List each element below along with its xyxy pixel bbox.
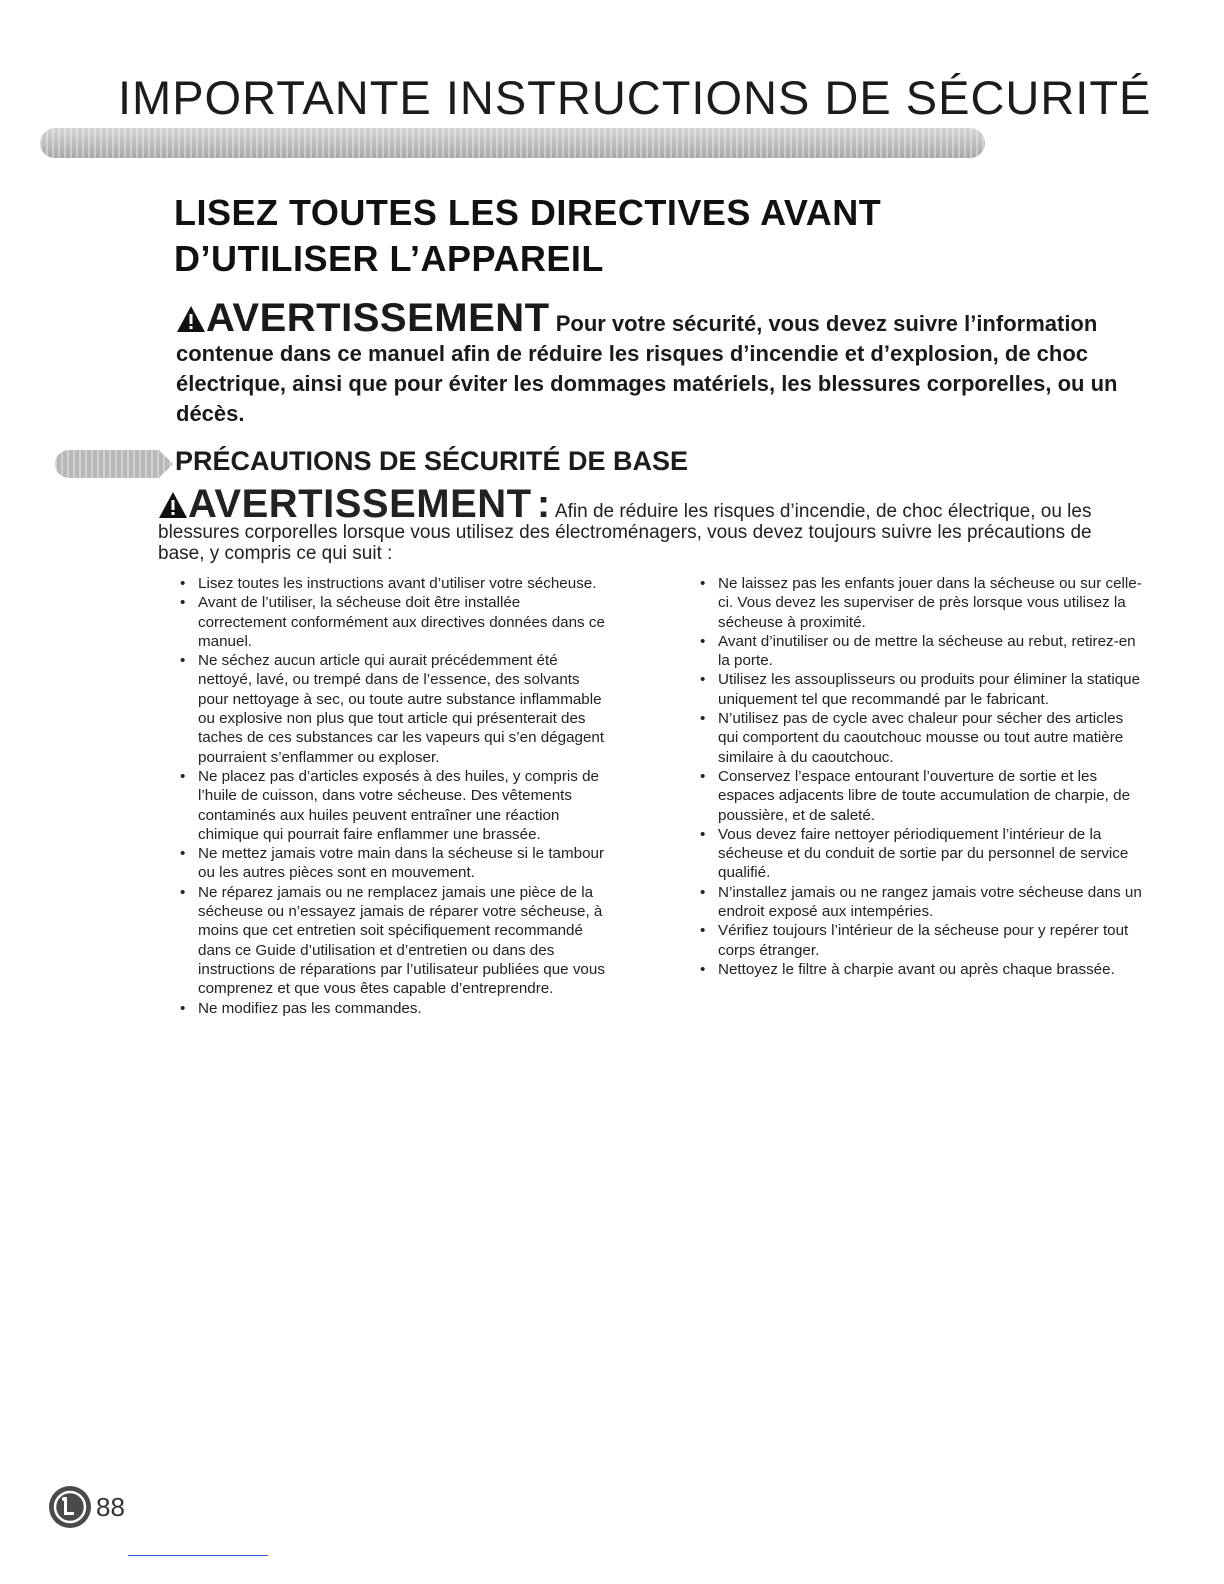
list-item-text: Avant d’inutiliser ou de mettre la sécheuse au rebut, retirez-en la porte. (718, 632, 1136, 670)
bullet-glyph: • (180, 652, 186, 670)
page-title: IMPORTANTE INSTRUCTIONS DE SÉCURITÉ (118, 71, 1152, 124)
list-item (698, 709, 1146, 767)
read-heading-line2: D’UTILISER L’APPAREIL (174, 238, 604, 279)
bullet-glyph: • (700, 632, 706, 650)
page-number: 88 (96, 1491, 125, 1522)
warning-triangle-icon (176, 305, 206, 333)
title-decorative-bar (40, 128, 985, 158)
list-item-text: Ne réparez jamais ou ne remplacez jamais une pièce de la sécheuse ou n’essayez jamais de réparer votre sécheuse, à moins que cet entretien soit spécifiquement recommandé dans ce Guide d’utilisation et d’entretien ou dans des instructions de réparations par l’utilisateur publiées que vous comprenez et que vous êtes capable d’entreprendre. (198, 883, 605, 998)
read-heading-line1: LISEZ TOUTES LES DIRECTIVES AVANT (174, 192, 882, 233)
list-item (698, 632, 1146, 671)
list-item (698, 883, 1146, 922)
warning-label-1: AVERTISSEMENT (206, 296, 550, 340)
list-item-text: Vérifiez toujours l’intérieur de la sécheuse pour y repérer tout corps étranger. (718, 922, 1129, 959)
list-item (178, 844, 608, 883)
warning-label-2: AVERTISSEMENT (188, 482, 532, 526)
list-item-text: Nettoyez le filtre à charpie avant ou après chaque brassée. (718, 960, 1115, 978)
lg-logo-icon (48, 1485, 92, 1529)
right-bullet-list (698, 574, 1146, 979)
warning-text-2: Afin de réduire les risques d’incendie, de choc électrique, ou les blessures corporelles lorsque vous utilisez des électroménagers, vous devez toujours suivre les précautions de base, y compris ce qui suit : (158, 501, 1092, 564)
list-item (178, 883, 608, 999)
bullet-glyph: • (700, 883, 706, 901)
read-instructions-heading (174, 190, 1074, 282)
list-item (178, 767, 608, 844)
list-item-text: Ne séchez aucun article qui aurait précédemment été nettoyé, lavé, ou trempé dans de l’essence, des solvants pour nettoyage à sec, ou toute autre substance inflammable ou explosive non plus que tout article qui présenterait des taches de ces substances car les vapeurs qui s’en dégagent pourraient s’enflammer ou exploser. (198, 652, 605, 766)
list-item-text: Conservez l’espace entourant l’ouverture de sortie et les espaces adjacents libre de toute accumulation de charpie, de poussière, et de saleté. (718, 767, 1131, 824)
list-item-text: Avant de l’utiliser, la sécheuse doit être installée correctement conformément aux directives données dans ce manuel. (198, 594, 605, 650)
warning-block-1 (176, 296, 1126, 429)
bullet-glyph: • (700, 671, 706, 689)
list-item (698, 670, 1146, 709)
bullet-glyph: • (180, 999, 186, 1017)
bullet-glyph: • (180, 575, 186, 592)
list-item-text: Ne placez pas d’articles exposés à des huiles, y compris de l’huile de cuisson, dans votre sécheuse. Des vêtements contaminés aux huiles peuvent entraîner une réaction chimique qui pourrait faire enflammer une brassée. (198, 767, 599, 843)
bullet-glyph: • (180, 594, 186, 612)
left-bullet-list (178, 574, 608, 1018)
list-item-text: Vous devez faire nettoyer périodiquement l’intérieur de la sécheuse et du conduit de sortie par du personnel de service qualifié. (718, 825, 1129, 882)
list-item-text: Utilisez les assouplisseurs ou produits pour éliminer la statique uniquement tel que recommandé par le fabricant. (718, 671, 1141, 708)
bullet-glyph: • (180, 883, 186, 901)
list-item (698, 921, 1146, 960)
section-tab-decoration (55, 450, 173, 478)
bullet-glyph: • (700, 575, 706, 592)
footer (48, 1485, 125, 1529)
bullet-glyph: • (180, 845, 186, 863)
list-item (698, 767, 1146, 825)
list-item (178, 999, 608, 1018)
footer-line (128, 1555, 268, 1556)
bullet-glyph: • (700, 960, 706, 978)
bullet-glyph: • (700, 825, 706, 843)
warning-text-1: Pour votre sécurité, vous devez suivre l’information contenue dans ce manuel afin de réduire les risques d’incendie et d’explosion, de choc électrique, ainsi que pour éviter les dommages matériels, les blessures corporelles, ou un décès. (176, 311, 1118, 426)
warning-triangle-icon (158, 491, 188, 519)
bullet-glyph: • (700, 922, 706, 940)
list-item (178, 574, 608, 593)
bullet-glyph: • (180, 767, 186, 785)
bullet-glyph: • (700, 767, 706, 785)
list-item (698, 960, 1146, 979)
list-item-text: Ne laissez pas les enfants jouer dans la sécheuse ou sur celle-ci. Vous devez les superviser de près lorsque vous utilisez la sécheuse à proximité. (718, 575, 1142, 631)
list-item (698, 825, 1146, 883)
list-item-text: Lisez toutes les instructions avant d’utiliser votre sécheuse. (198, 575, 597, 592)
list-item-text: Ne mettez jamais votre main dans la sécheuse si le tambour ou les autres pièces sont en mouvement. (198, 845, 605, 882)
warning-block-2 (158, 482, 1118, 564)
list-item-text: N’installez jamais ou ne rangez jamais votre sécheuse dans un endroit exposé aux intempéries. (718, 883, 1142, 921)
list-item-text: N’utilisez pas de cycle avec chaleur pour sécher des articles qui comportent du caoutchouc mousse ou tout autre matière similaire à du caoutchouc. (718, 710, 1124, 766)
bullet-glyph: • (700, 710, 706, 728)
warning-colon: : (536, 482, 551, 526)
section-heading: PRÉCAUTIONS DE SÉCURITÉ DE BASE (175, 446, 689, 476)
list-item-text: Ne modifiez pas les commandes. (198, 999, 422, 1017)
list-item (698, 574, 1146, 632)
list-item (178, 651, 608, 767)
list-item (178, 593, 608, 651)
